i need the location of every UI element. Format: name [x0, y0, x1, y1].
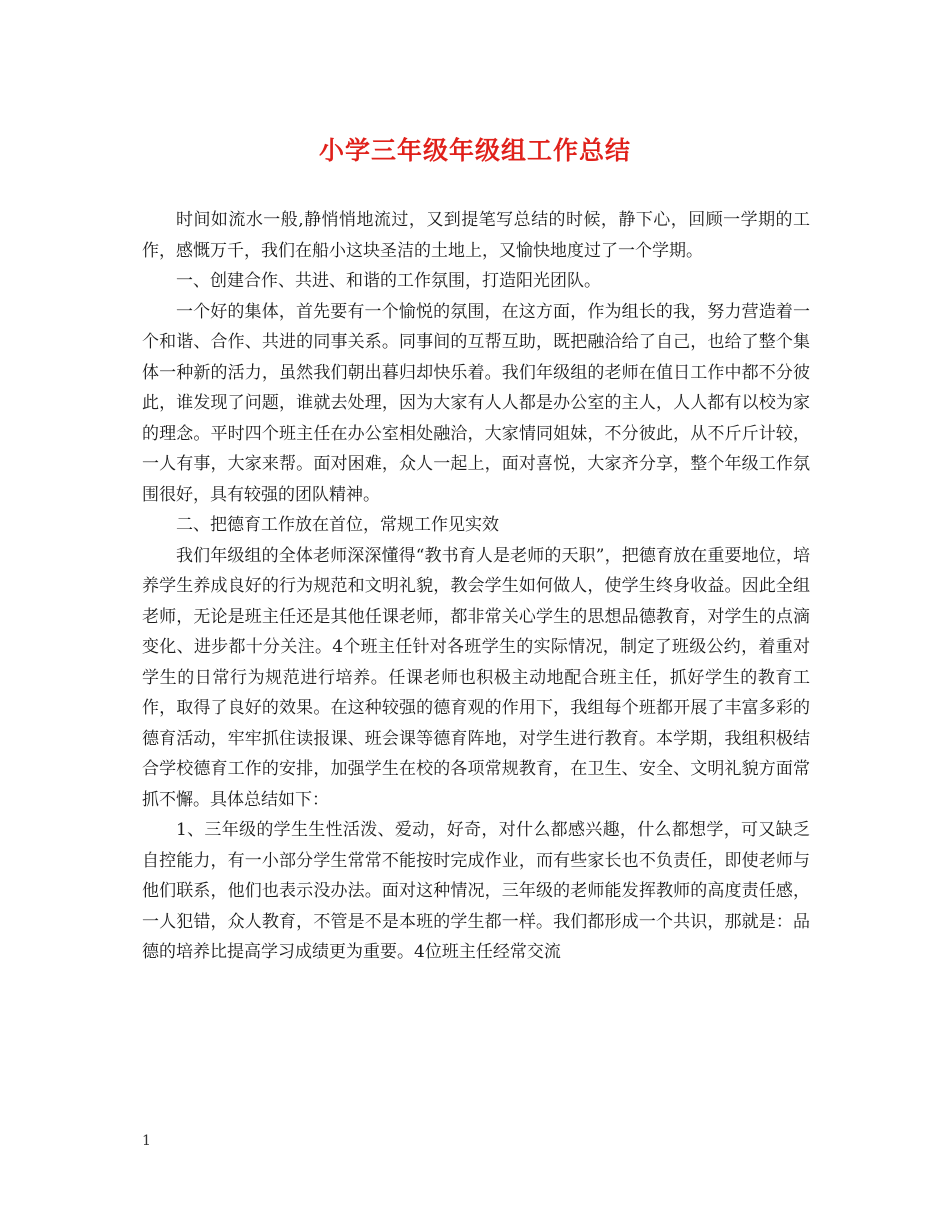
- paragraph-team: 一个好的集体，首先要有一个愉悦的氛围，在这方面，作为组长的我，努力营造着一个和谐、合作、共进的同事关系。同事间的互帮互助，既把融洽给了自己，也给了整个集体一种新的活力，虽然我们朝出暮归却快乐着。我们年级组的老师在值日工作中都不分彼此，谁发现了问题，谁就去处理，因为大家有人人都是办公室的主人，人人都有以校为家的理念。平时四个班主任在办公室相处融洽，大家情同姐妹，不分彼此，从不斤斤计较，一人有事，大家来帮。面对困难，众人一起上，面对喜悦，大家齐分享，整个年级工作氛围很好，具有较强的团队精神。: [142, 301, 810, 505]
- section-heading-1: 一、创建合作、共进、和谐的工作氛围，打造阳光团队。: [176, 271, 601, 291]
- section-heading-2: 二、把德育工作放在首位，常规工作见实效: [176, 515, 499, 535]
- document-title: 小学三年级年级组工作总结: [318, 136, 631, 165]
- paragraph-moral-education: 我们年级组的全体老师深深懂得“教书育人是老师的天职”，把德育放在重要地位，培养学生养成良好的行为规范和文明礼貌，教会学生如何做人，使学生终身收益。因此全组老师，无论是班主任还是其他任课老师，都非常关心学生的思想品德教育，对学生的点滴变化、进步都十分关注。4个班主任针对各班学生的实际情况，制定了班级公约，着重对学生的日常行为规范进行培养。任课老师也积极主动地配合班主任，抓好学生的教育工作，取得了良好的效果。在这种较强的德育观的作用下，我组每个班都开展了丰富多彩的德育活动，牢牢抓住读报课、班会课等德育阵地，对学生进行教育。本学期，我组积极结合学校德育工作的安排，加强学生在校的各项常规教育，在卫生、安全、文明礼貌方面常抓不懈。具体总结如下：: [142, 545, 810, 810]
- paragraph-intro: 时间如流水一般,静悄悄地流过，又到提笔写总结的时候，静下心，回顾一学期的工作，感慨万千，我们在船小这块圣洁的土地上，又愉快地度过了一个学期。: [142, 210, 810, 261]
- paragraph-item-1: 1、三年级的学生生性活泼、爱动，好奇，对什么都感兴趣，什么都想学，可又缺乏自控能力，有一小部分学生常常不能按时完成作业，而有些家长也不负责任，即使老师与他们联系，他们也表示没办法。面对这种情况，三年级的老师能发挥教师的高度责任感，一人犯错，众人教育，不管是不是本班的学生都一样。我们都形成一个共识，那就是：品德的培养比提高学习成绩更为重要。4位班主任经常交流: [142, 820, 810, 962]
- document-body: [142, 205, 810, 968]
- page-number: 1: [142, 1133, 151, 1149]
